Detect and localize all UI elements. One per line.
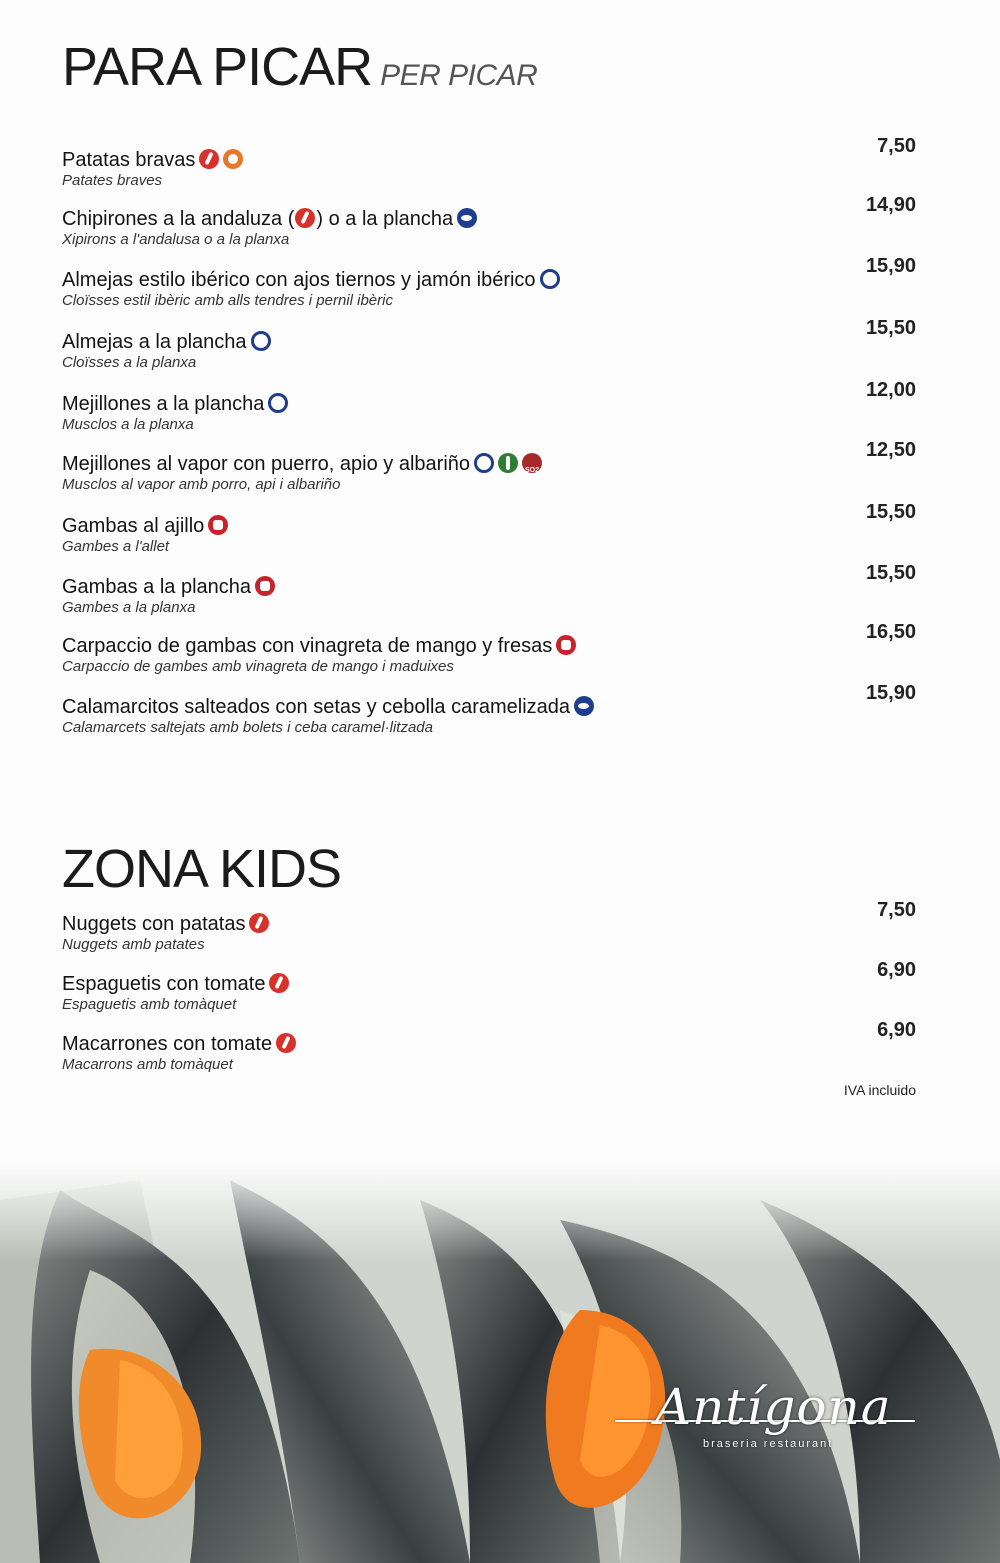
- vegetarian-icon: [199, 149, 219, 169]
- sulphites-icon: [522, 453, 542, 473]
- item-price: 15,90: [865, 255, 916, 277]
- item-translation: Calamarcets saltejats amb bolets i ceba caramel·litzada: [62, 719, 433, 736]
- vegetarian-icon: [269, 973, 289, 993]
- item-name: Gambas al ajillo: [62, 515, 205, 537]
- item-translation: Cloïsses a la planxa: [62, 354, 197, 371]
- item-price: 6,90: [877, 959, 916, 981]
- orange-allergen-icon: [223, 149, 243, 169]
- menu-item-mejillones-vapor: [62, 439, 922, 507]
- vegetarian-icon: [295, 208, 315, 228]
- item-name: Espaguetis con tomate: [62, 973, 266, 995]
- item-price: 15,90: [865, 682, 916, 704]
- crustacean-icon: [208, 515, 228, 535]
- item-translation: Xipirons a l'andalusa o a la planxa: [62, 231, 290, 248]
- item-name: Almejas a la plancha: [62, 331, 247, 353]
- item-translation: Cloïsses estil ibèric amb alls tendres i pernil ibèric: [62, 292, 393, 309]
- menu-item-chipirones: [62, 194, 922, 262]
- crustacean-icon: [255, 576, 275, 596]
- section-title-zona-kids: [62, 838, 341, 900]
- item-price: 12,50: [865, 439, 916, 461]
- crustacean-icon: [556, 635, 576, 655]
- vegetarian-icon: [249, 913, 269, 933]
- menu-item-gambas-plancha: [62, 562, 922, 630]
- menu-item-macarrones: [62, 1019, 922, 1087]
- mollusc-icon: [540, 269, 560, 289]
- logo-tagline: braseria restaurant: [703, 1438, 834, 1450]
- item-translation: Carpaccio de gambes amb vinagreta de mango i maduixes: [62, 658, 454, 675]
- item-translation: Macarrons amb tomàquet: [62, 1056, 233, 1073]
- menu-item-nuggets: [62, 899, 922, 967]
- section-title-para-picar: [62, 36, 537, 98]
- section-title-main: PARA PICAR: [62, 37, 373, 97]
- item-translation: Espaguetis amb tomàquet: [62, 996, 237, 1013]
- mollusc-icon: [268, 393, 288, 413]
- item-price: 12,00: [865, 379, 916, 401]
- vegetarian-icon: [276, 1033, 296, 1053]
- item-translation: Musclos al vapor amb porro, api i albariño: [62, 476, 341, 493]
- item-price: 15,50: [865, 317, 916, 339]
- mollusc-icon: [251, 331, 271, 351]
- restaurant-logo: [615, 1378, 925, 1468]
- fish-icon: [457, 208, 477, 228]
- item-name: Patatas bravas: [62, 149, 196, 171]
- item-name-part-b: ) o a la plancha: [316, 208, 454, 230]
- item-name: Almejas estilo ibérico con ajos tiernos y jamón ibérico: [62, 269, 536, 291]
- menu-item-carpaccio-gambas: [62, 621, 922, 689]
- menu-item-espaguetis: [62, 959, 922, 1027]
- item-name: Mejillones a la plancha: [62, 393, 265, 415]
- mussels-photo: [0, 1160, 1000, 1563]
- item-translation: Gambes a la planxa: [62, 599, 196, 616]
- item-name: Gambas a la plancha: [62, 576, 252, 598]
- menu-item-calamarcitos: [62, 682, 922, 750]
- menu-item-gambas-ajillo: [62, 501, 922, 569]
- item-name-part-a: Chipirones a la andaluza (: [62, 208, 295, 230]
- item-translation: Gambes a l'allet: [62, 538, 170, 555]
- item-price: 6,90: [877, 1019, 916, 1041]
- logo-name: Antígona: [655, 1378, 892, 1436]
- item-name: Nuggets con patatas: [62, 913, 246, 935]
- item-name: Calamarcitos salteados con setas y cebolla caramelizada: [62, 696, 571, 718]
- item-name: Macarrones con tomate: [62, 1033, 273, 1055]
- item-name: Carpaccio de gambas con vinagreta de mango y fresas: [62, 635, 553, 657]
- menu-item-almejas-iberico: [62, 255, 922, 323]
- item-price: 15,50: [865, 501, 916, 523]
- item-price: 16,50: [865, 621, 916, 643]
- menu-item-patatas-bravas: [62, 135, 922, 203]
- item-price: 15,50: [865, 562, 916, 584]
- menu-item-mejillones-plancha: [62, 379, 922, 447]
- item-translation: Nuggets amb patates: [62, 936, 205, 953]
- section-title-main: ZONA KIDS: [62, 839, 342, 899]
- item-translation: Musclos a la planxa: [62, 416, 194, 433]
- mussels-illustration: [0, 1160, 1000, 1563]
- item-price: 7,50: [877, 899, 916, 921]
- item-price: 14,90: [865, 194, 916, 216]
- menu-item-almejas-plancha: [62, 317, 922, 385]
- section-title-sub: PER PICAR: [380, 59, 538, 92]
- fish-icon: [574, 696, 594, 716]
- tax-note: IVA incluido: [843, 1082, 916, 1098]
- mollusc-icon: [474, 453, 494, 473]
- item-translation: Patates braves: [62, 172, 163, 189]
- celery-icon: [498, 453, 518, 473]
- item-name: Mejillones al vapor con puerro, apio y albariño: [62, 453, 471, 475]
- item-price: 7,50: [877, 135, 916, 157]
